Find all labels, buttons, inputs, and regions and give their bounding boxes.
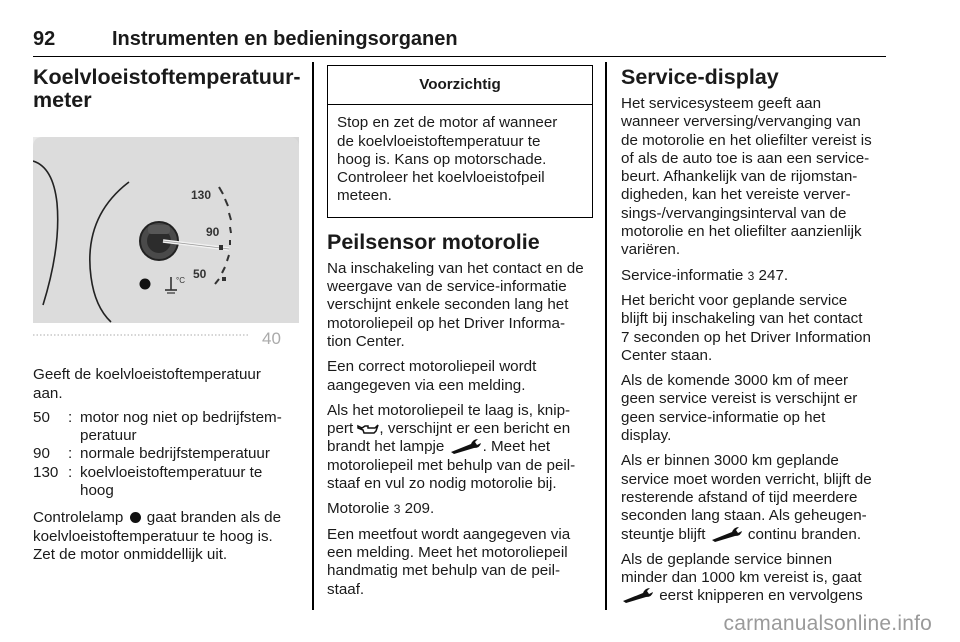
service-paragraph-6: Als de geplande service binnen minder dan 1000 km vereist is, gaat eerst knipperen en vervolgens (621, 550, 863, 605)
page-header (33, 26, 886, 57)
temp-unit-label: °C (176, 276, 185, 285)
oil-paragraph-4: Motorolie 3 209. (327, 500, 435, 518)
service-paragraph-5: Als er binnen 3000 km geplande service moet worden verricht, blijft de resterende afstand of tijd meerdere seconden lang staan. Als geheugen- steuntje blijft continu branden. (621, 452, 872, 543)
warning-lamp-icon (130, 512, 141, 523)
section-heading-service-display: Service-display (621, 65, 779, 89)
column-service-display (621, 62, 889, 613)
coolant-warning-paragraph: Controlelamp gaat branden als de koelvloeistoftemperatuur te hoog is. Zet de motor onmiddellijk uit. (33, 509, 282, 563)
page-reference-link[interactable]: 247. (758, 266, 789, 284)
column-divider-left (312, 62, 314, 610)
page-title: Instrumenten en bedieningsorganen (112, 28, 458, 50)
page-number: 92 (33, 28, 56, 50)
watermark: carmanualsonline.info (723, 612, 932, 635)
section-heading-oil-sensor: Peilsensor motorolie (327, 229, 540, 254)
oil-paragraph-5: Een meetfout wordt aangegeven via een melding. Meet het motoroliepeil handmatig met behulp van de peil- staaf. (327, 525, 571, 598)
coolant-intro: Geeft de koelvloeistoftemperatuur aan. (33, 366, 261, 402)
column-coolant (33, 62, 299, 571)
service-paragraph-4: Als de komende 3000 km of meer geen service vereist is verschijnt er geen service-informatie op het display. (621, 372, 858, 445)
definition-row: 130 : koelvloeistoftemperatuur te hoog (33, 463, 263, 500)
page-reference-arrow: 3 (747, 268, 755, 283)
caution-box (327, 65, 593, 218)
gauge-label-50: 50 (193, 267, 207, 281)
section-heading-coolant-gauge: Koelvloeistoftemperatuur- meter (33, 65, 301, 112)
caution-title: Voorzichtig (328, 66, 592, 105)
gauge-label-90: 90 (206, 225, 220, 239)
service-paragraph-2: Service-informatie 3 247. (621, 266, 789, 284)
column-divider-right (605, 62, 607, 610)
wrench-icon (710, 526, 744, 542)
service-paragraph-3: Het bericht voor geplande service blijft bij inschakeling van het contact 7 seconden op het Driver Information Center staan. (621, 291, 871, 364)
coolant-gauge-figure (33, 137, 299, 347)
page-reference-arrow: 3 (393, 502, 401, 517)
wrench-icon (621, 587, 655, 603)
oil-paragraph-3: Als het motoroliepeil te laag is, knip- pert , verschijnt er een bericht en brandt het lampje . Meet het motoroliepeil met behulp van de peil- staaf en vul zo nodig motorolie bij. (327, 401, 576, 493)
definition-row: 50 : motor nog niet op bedrijfstem- peratuur (33, 408, 282, 445)
temperature-definitions (33, 409, 299, 500)
oil-paragraph-2: Een correct motoroliepeil wordt aangegeven via een melding. (327, 358, 537, 394)
page-reference-link[interactable]: 209. (404, 500, 435, 518)
gauge-label-130: 130 (191, 188, 212, 202)
caution-text: Stop en zet de motor af wanneer de koelvloeistoftemperatuur te hoog is. Kans op motorschade. Controleer het koelvloeistofpeil meteen. (337, 114, 558, 205)
oil-paragraph-1: Na inschakeling van het contact en de weergave van de service-informatie verschijnt enkele seconden lang het motoroliepeil op het Driver Informa- tion Center. (327, 259, 584, 350)
warning-lamp-dot (140, 279, 151, 290)
partial-scale-label: 40 (262, 329, 281, 347)
oil-can-icon (357, 423, 379, 435)
definition-row: 90 : normale bedrijfstemperatuur (33, 445, 270, 463)
column-oil-sensor (327, 62, 593, 606)
service-paragraph-1: Het servicesysteem geeft aan wanneer verversing/vervanging van de motorolie en het oliefilter vereist is of als de auto toe is aan een service- beurt. Afhankelijk van de rijomstan- digheden, kan het vereiste verver- sings-/vervangingsinterval van de motorolie en het oliefilter aanzienlijk variëren. (621, 95, 872, 259)
wrench-icon (449, 438, 483, 454)
